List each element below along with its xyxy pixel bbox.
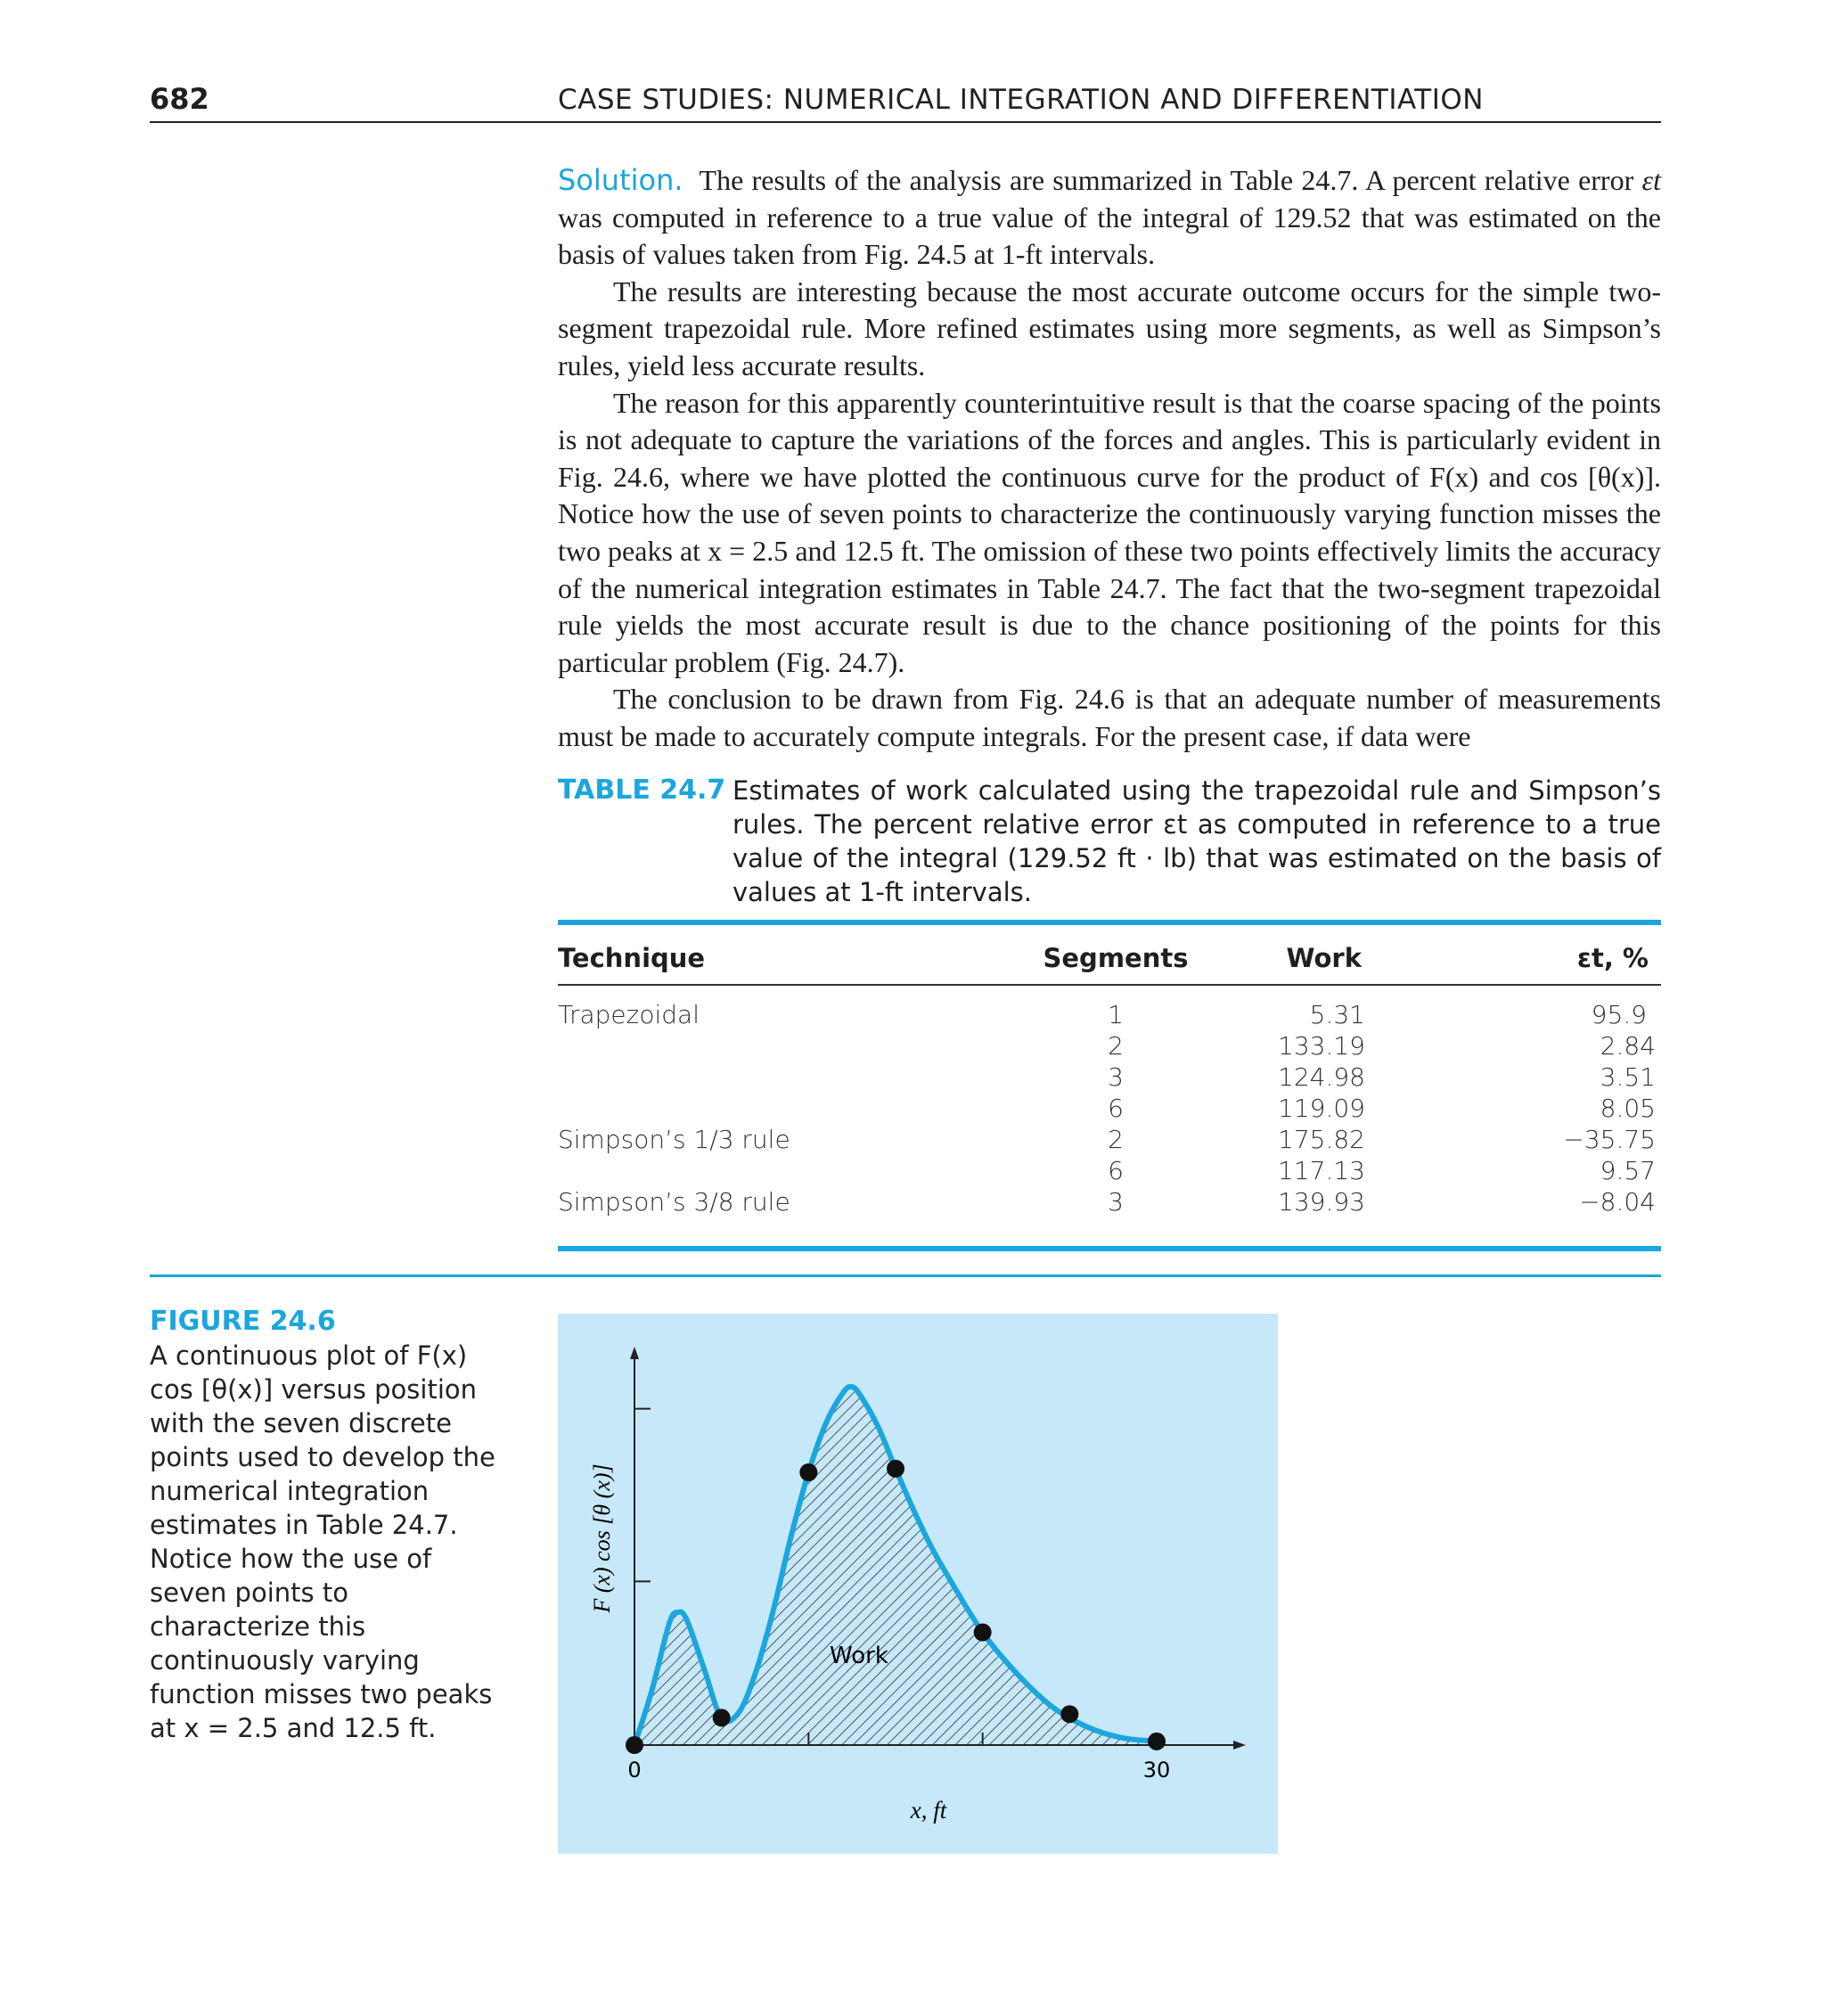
paragraph-solution	[558, 162, 1661, 274]
table-row	[558, 1125, 1661, 1156]
table-row	[558, 1062, 1661, 1094]
cell-technique: Simpson’s 3/8 rule	[558, 1187, 790, 1217]
x-tick-label-0: 0	[627, 1758, 642, 1782]
figure-label: FIGURE 24.6	[150, 1306, 336, 1337]
cell-segments: 2	[1108, 1031, 1124, 1061]
body-text	[558, 162, 1661, 756]
cell-error: 95.9	[1591, 1000, 1647, 1029]
cell-work: 5.31	[1309, 1000, 1365, 1029]
running-title: CASE STUDIES: NUMERICAL INTEGRATION AND DIFFERENTIATION	[558, 84, 1484, 116]
table-body	[558, 986, 1661, 1246]
cell-segments: 2	[1108, 1125, 1124, 1154]
data-point	[626, 1736, 643, 1754]
cell-error: −35.75	[1563, 1125, 1656, 1154]
header-work: Work	[1286, 943, 1362, 973]
cell-technique: Simpson’s 1/3 rule	[558, 1125, 790, 1154]
table-row	[558, 1187, 1661, 1218]
running-head	[150, 82, 1661, 123]
paragraph-2: The results are interesting because the most accurate outcome occurs for the simple two-segment trapezoidal rule. More refined estimates using more segments, as well as Simpson’s rules, yield less accurate results.	[558, 275, 1661, 381]
figure-caption	[150, 1305, 515, 1745]
data-point	[1060, 1705, 1078, 1723]
cell-error: 9.57	[1600, 1156, 1656, 1185]
cell-work: 133.19	[1278, 1031, 1365, 1061]
figure-rule	[150, 1274, 1661, 1277]
p1-text-a: The results of the analysis are summarized in Table 24.7. A percent relative error	[699, 164, 1642, 196]
y-axis-label: F (x) cos [θ (x)]	[589, 1463, 615, 1613]
figure-panel	[558, 1314, 1278, 1854]
header-error: εt, %	[1576, 943, 1649, 973]
cell-error: −8.04	[1579, 1187, 1656, 1217]
cell-segments: 6	[1108, 1094, 1124, 1123]
table-caption-text: Estimates of work calculated using the trapezoidal rule and Simpson’s rules. The percent relative error εt as computed in reference to a true value of the integral (129.52 ft · lb) that was estimated on the basis of values at 1-ft intervals.	[732, 775, 1661, 907]
paragraph-4: The conclusion to be drawn from Fig. 24.6 is that an adequate number of measurements must be made to accurately compute integrals. For the present case, if data were	[558, 683, 1661, 752]
data-point	[887, 1460, 904, 1478]
cell-work: 124.98	[1278, 1062, 1365, 1092]
cell-error: 8.05	[1600, 1094, 1656, 1123]
paragraph-3: The reason for this apparently counterintuitive result is that the coarse spacing of the points is not adequate to capture the variations of the forces and angles. This is particularly evident in Fig. 24.6, where we have plotted the continuous curve for the product of F(x) and cos [θ(x)]. Notice how the use of seven points to characterize the continuously varying function misses the two peaks at x = 2.5 and 12.5 ft. The omission of these two points effectively limits the accuracy of the numerical integration estimates in Table 24.7. The fact that the two-segment trapezoidal rule yields the most accurate result is due to the chance positioning of the points for this particular problem (Fig. 24.7).	[558, 386, 1661, 678]
x-axis-label: x, ft	[910, 1797, 947, 1823]
table-row	[558, 1156, 1661, 1187]
table-header-row	[558, 925, 1661, 986]
p1-text-b: was computed in reference to a true value of the integral of 129.52 that was estimated on the basis of values taken from Fig. 24.5 at 1-ft intervals.	[558, 201, 1661, 271]
data-point	[1148, 1733, 1166, 1750]
cell-segments: 1	[1108, 1000, 1124, 1029]
data-point	[713, 1709, 731, 1726]
cell-segments: 3	[1108, 1187, 1124, 1217]
cell-work: 175.82	[1278, 1125, 1365, 1154]
epsilon-symbol: εt	[1641, 164, 1661, 196]
data-point	[974, 1624, 992, 1642]
cell-work: 119.09	[1278, 1094, 1365, 1123]
page-number: 682	[150, 82, 209, 116]
data-point	[799, 1463, 817, 1481]
cell-technique: Trapezoidal	[558, 1000, 700, 1029]
table-row	[558, 1000, 1661, 1031]
cell-work: 139.93	[1278, 1187, 1365, 1217]
cell-work: 117.13	[1278, 1156, 1365, 1185]
table-row	[558, 1094, 1661, 1125]
work-table	[558, 920, 1661, 1251]
header-segments: Segments	[1043, 943, 1189, 973]
work-area-label: Work	[830, 1643, 888, 1670]
cell-error: 2.84	[1600, 1031, 1656, 1061]
solution-label: Solution.	[558, 163, 683, 197]
header-technique: Technique	[558, 943, 706, 973]
cell-segments: 3	[1108, 1062, 1124, 1092]
cell-error: 3.51	[1600, 1062, 1656, 1092]
chart-svg	[558, 1314, 1278, 1854]
table-label: TABLE 24.7	[558, 774, 726, 806]
table-row	[558, 1031, 1661, 1062]
table-bottom-rule	[558, 1246, 1661, 1251]
x-tick-label-30: 30	[1142, 1758, 1171, 1782]
figure-caption-text: A continuous plot of F(x) cos [θ(x)] versus position with the seven discrete points used to develop the numerical integration estimates in Table 24.7. Notice how the use of seven points to characterize this continuously varying function misses two peaks at x = 2.5 and 12.5 ft.	[150, 1340, 495, 1743]
cell-segments: 6	[1108, 1156, 1124, 1185]
